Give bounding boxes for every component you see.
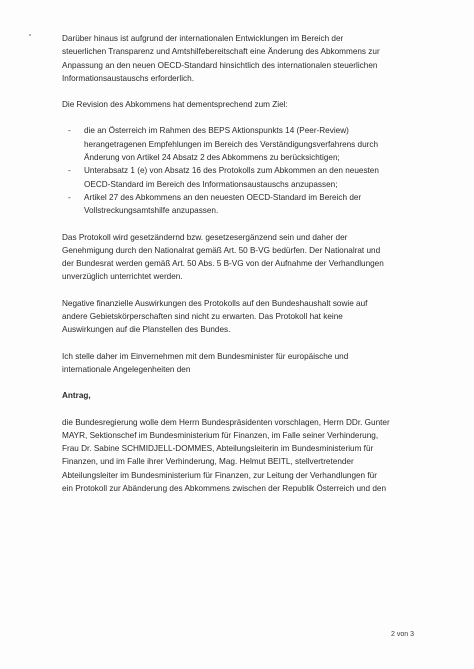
text-line: Informationsaustauschs erforderlich. xyxy=(62,73,194,83)
paragraph-goal-intro xyxy=(62,98,418,111)
text-line: steuerlichen Transparenz und Amtshilfebereitschaft eine Änderung des Abkommens zur xyxy=(62,47,380,57)
text-line: Negative finanzielle Auswirkungen des Protokolls auf den Bundeshaushalt sowie auf xyxy=(62,298,368,308)
text-line: Ich stelle daher im Einvernehmen mit dem Bundesminister für europäische und xyxy=(62,351,349,361)
text-line: Änderung von Artikel 24 Absatz 2 des Abkommens zu berücksichtigen; xyxy=(84,153,340,163)
text-line: OECD-Standard im Bereich des Informationsaustauschs anzupassen; xyxy=(84,179,338,189)
paragraph-financial-impact xyxy=(62,297,418,337)
text-line: Die Revision des Abkommens hat dementsprechend zum Ziel: xyxy=(62,100,288,110)
text-line: unverzüglich unterrichtet werden. xyxy=(62,272,183,282)
paragraph-intro xyxy=(62,32,418,85)
text-line: herangetragenen Empfehlungen im Bereich des Verständigungsverfahrens durch xyxy=(84,139,379,149)
paragraph-approval xyxy=(62,231,418,284)
text-line: Frau Dr. Sabine SCHMIDJELL-DOMMES, Abteilungsleiterin im Bundesministerium für xyxy=(62,444,374,454)
bullet-dash: - xyxy=(68,126,71,136)
page-number: 2 von 3 xyxy=(391,631,414,638)
text-line: internationale Angelegenheiten den xyxy=(62,364,191,374)
list-item xyxy=(62,191,418,218)
text-line: Unterabsatz 1 (e) von Absatz 16 des Protokolls zum Abkommen an den neuesten xyxy=(84,166,379,176)
paragraph-agreement xyxy=(62,350,418,377)
bullet-dash: - xyxy=(68,166,71,176)
scan-speck xyxy=(29,34,31,36)
text-line: Auswirkungen auf die Planstellen des Bundes. xyxy=(62,325,231,335)
text-line: ein Protokoll zur Abänderung des Abkommens zwischen der Republik Österreich und den xyxy=(62,484,387,494)
text-line: Anpassung an den neuen OECD-Standard hinsichtlich des internationalen steuerlichen xyxy=(62,60,378,70)
document-body xyxy=(62,32,418,508)
text-line: die Bundesregierung wolle dem Herrn Bundespräsidenten vorschlagen, Herrn DDr. Gunter xyxy=(62,417,390,427)
text-line: Genehmigung durch den Nationalrat gemäß Art. 50 B-VG bedürfen. Der Nationalrat und xyxy=(62,245,381,255)
paragraph-motion xyxy=(62,416,418,496)
bullet-dash: - xyxy=(68,192,71,202)
goal-list xyxy=(62,124,418,217)
text-line: Das Protokoll wird gesetzändernd bzw. gesetzesergänzend sein und daher der xyxy=(62,232,348,242)
list-item xyxy=(62,124,418,164)
text-line: Darüber hinaus ist aufgrund der internationalen Entwicklungen im Bereich der xyxy=(62,34,344,43)
text-line: andere Gebietskörperschaften sind nicht zu erwarten. Das Protokoll hat keine xyxy=(62,312,343,322)
text-line: Vollstreckungsamtshilfe anzupassen. xyxy=(84,206,219,216)
text-line: Finanzen, und im Falle ihrer Verhinderung, Mag. Helmut BEITL, stellvertretender xyxy=(62,457,354,467)
list-item xyxy=(62,164,418,191)
section-heading: Antrag, xyxy=(62,391,91,401)
text-line: Abteilungsleiter im Bundesministerium für Finanzen, zur Leitung der Verhandlungen für xyxy=(62,470,377,480)
text-line: Artikel 27 des Abkommens an den neuesten OECD-Standard im Bereich der xyxy=(84,192,362,202)
text-line: die an Österreich im Rahmen des BEPS Aktionspunkts 14 (Peer-Review) xyxy=(84,126,349,136)
text-line: der Bundesrat werden gemäß Art. 50 Abs. 5 B-VG von der Aufnahme der Verhandlungen xyxy=(62,259,384,269)
text-line: MAYR, Sektionschef im Bundesministerium für Finanzen, im Falle seiner Verhinderung, xyxy=(62,430,379,440)
